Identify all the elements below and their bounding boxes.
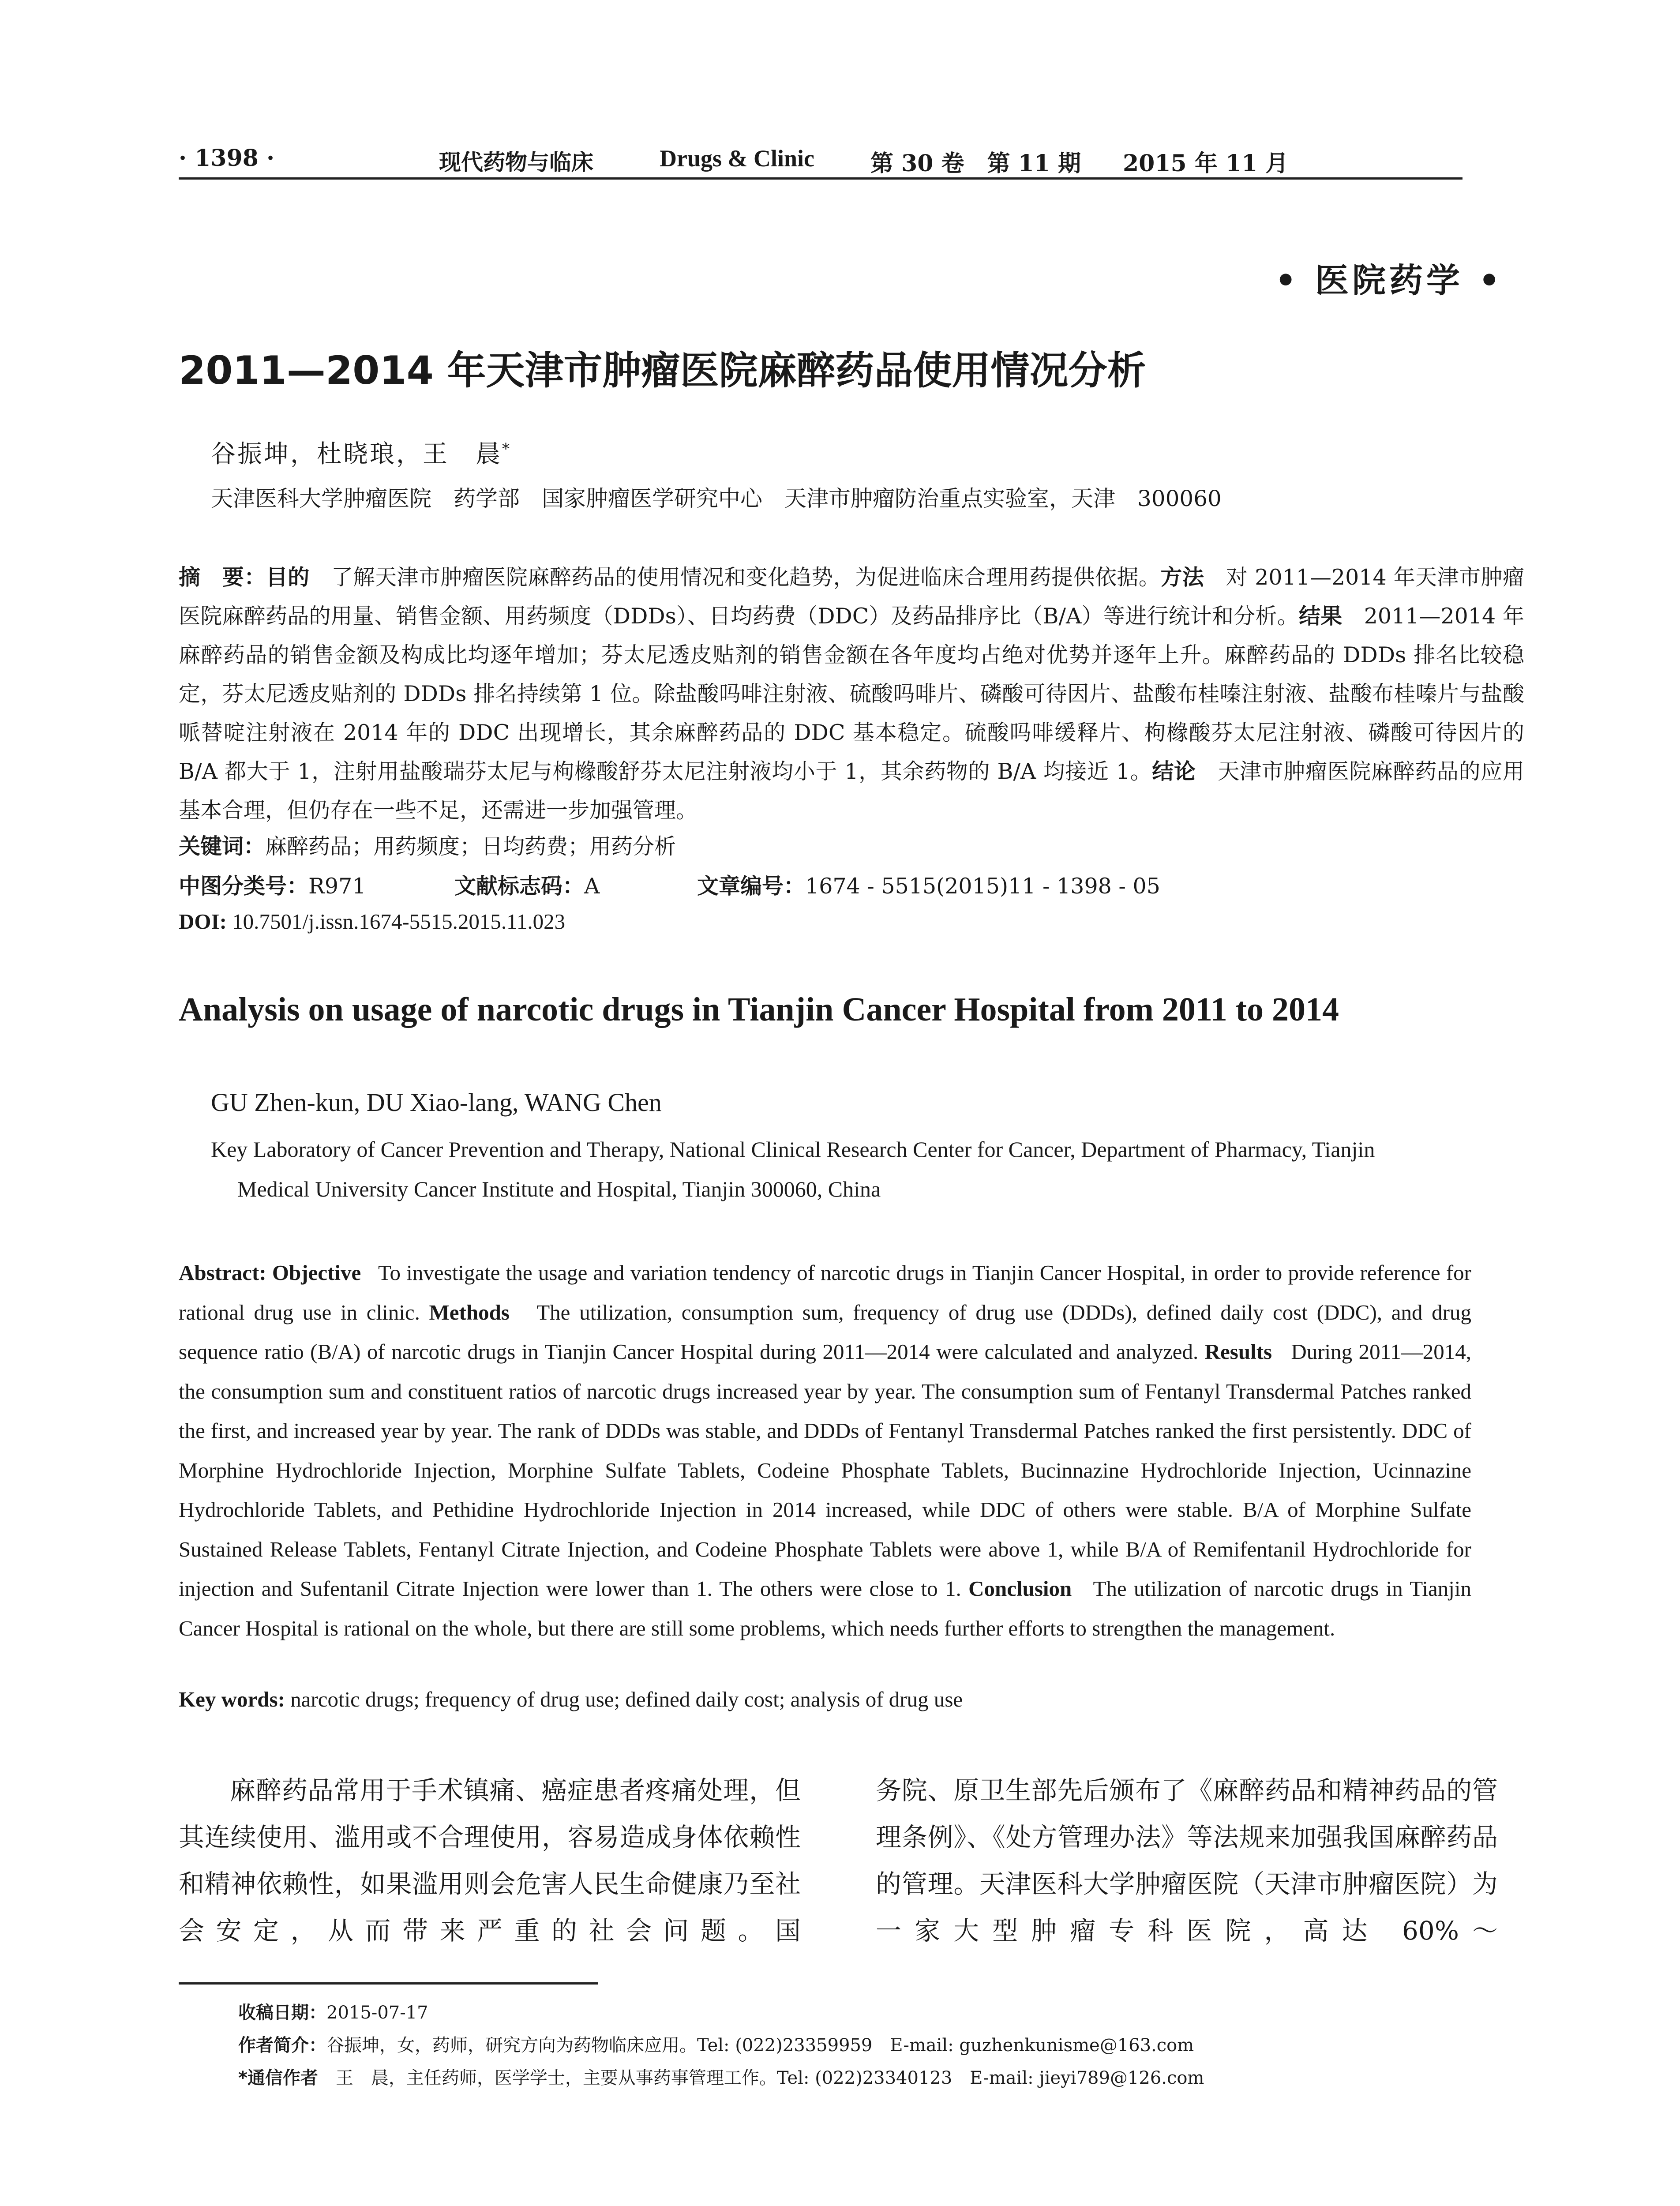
doi-link[interactable]: 10.7501/j.issn.1674-5515.2015.11.023 xyxy=(232,909,566,934)
received-date: 2015-07-17 xyxy=(326,2003,428,2023)
classification-line xyxy=(179,869,1160,900)
doi-line xyxy=(179,909,565,934)
corresponding-info: 王 晨，主任药师，医学学士，主要从事药事管理工作。Tel: (022)23340123 E-mail: jieyi789@126.com xyxy=(335,2068,1204,2088)
doc-code-label: 文献标志码： xyxy=(454,874,585,899)
body-column-right: 务院、原卫生部先后颁布了《麻醉药品和精神药品的管理条例》、《处方管理办法》等法规来加强我国麻醉药品的管理。天津医科大学肿瘤医院（天津市肿瘤医院）为一家大型肿瘤专科医院，高达 60%～ xyxy=(876,1775,1498,1946)
results-cn: 2011—2014 年麻醉药品的销售金额及构成比均逐年增加；芬太尼透皮贴剂的销售金额在各年度均占绝对优势并逐年上升。麻醉药品的 DDDs 排名比较稳定，芬太尼透皮贴剂的 DDDs 排名持续第 1 位。除盐酸吗啡注射液、硫酸吗啡片、磷酸可待因片、盐酸布桂嗪注射液、盐酸布桂嗪片与盐酸哌替啶注射液在 2014 年的 DDC 出现增长，其余麻醉药品的 DDC 基本稳定。硫酸吗啡缓释片、枸橼酸芬太尼注射液、磷酸可待因片的 B/A 都大于 1，注射用盐酸瑞芬太尼与枸橼酸舒芬太尼注射液均小于 1，其余药物的 B/A 均接近 1。 xyxy=(179,604,1524,784)
volume-issue: 第 30 卷 第 11 期 xyxy=(870,150,1081,177)
methods-label-en: Methods xyxy=(429,1300,510,1324)
methods-en: The utilization, consumption sum, frequency of drug use (DDDs), defined daily cost (DDC), and drug sequence ratio (B/A) of narcotic drugs in Tianjin Cancer Hospital during 2011—2014 were calculated and analyzed. xyxy=(179,1300,1471,1364)
authors-en: GU Zhen-kun, DU Xiao-lang, WANG Chen xyxy=(211,1088,662,1117)
keywords-en xyxy=(179,1687,963,1712)
keywords-label-cn: 关键词： xyxy=(179,834,266,859)
author-info: 谷振坤，女，药师，研究方向为药物临床应用。Tel: (022)23359959 E-mail: guzhenkunisme@163.com xyxy=(326,2035,1194,2056)
methods-cn: 对 2011—2014 年天津市肿瘤医院麻醉药品的用量、销售金额、用药频度（DDDs）、日均药费（DDC）及药品排序比（B/A）等进行统计和分析。 xyxy=(179,565,1524,629)
methods-label-cn: 方法 xyxy=(1160,565,1204,590)
affiliation-en-line2: Medical University Cancer Institute and Hospital, Tianjin 300060, China xyxy=(237,1177,881,1201)
running-head xyxy=(179,140,1462,177)
results-en: During 2011—2014, the consumption sum and constituent ratios of narcotic drugs increased year by year. The consumption sum of Fentanyl Transdermal Patches ranked the first, and increased year by year. The rank of DDDs was stable, and DDDs of Fentanyl Transdermal Patches ranked the first persistently. DDC of Morphine Hydrochloride Injection, Morphine Sulfate Tablets, Codeine Phosphate Tablets, Bucinnazine Hydrochloride Injection, Ucinnazine Hydrochloride Tablets, and Pethidine Hydrochloride Injection in 2014 increased, while DDC of others were stable. B/A of Morphine Sulfate Sustained Release Tablets, Fentanyl Citrate Injection, and Codeine Phosphate Tablets were above 1, while B/A of Remifentanil Hydrochloride for injection and Sufentanil Citrate Injection were lower than 1. The others were close to 1. xyxy=(179,1339,1472,1601)
footnote-corresponding xyxy=(238,2064,1204,2089)
objective-en: To investigate the usage and variation tendency of narcotic drugs in Tianjin Cancer Hospital, in order to provide reference for rational drug use in clinic. xyxy=(179,1261,1471,1324)
conclusion-label-cn: 结论 xyxy=(1152,759,1196,784)
abstract-en xyxy=(179,1253,1471,1648)
conclusion-en: The utilization of narcotic drugs in Tianjin Cancer Hospital is rational on the whole, but there are still some problems, which needs further efforts to strengthen the management. xyxy=(179,1576,1471,1640)
doc-code: A xyxy=(584,874,600,899)
footnote-author xyxy=(238,2031,1194,2056)
received-label: 收稿日期： xyxy=(238,2003,326,2023)
body-column-left: 麻醉药品常用于手术镇痛、癌症患者疼痛处理，但其连续使用、滥用或不合理使用，容易造成身体依赖性和精神依赖性，如果滥用则会危害人民生命健康乃至社会安定，从而带来严重的社会问题。国 xyxy=(179,1775,801,1946)
corresponding-mark: * xyxy=(502,440,511,458)
results-label-cn: 结果 xyxy=(1299,604,1342,629)
abstract-label-en: Abstract: xyxy=(179,1261,266,1285)
affiliation-cn: 天津医科大学肿瘤医院 药学部 国家肿瘤医学研究中心 天津市肿瘤防治重点实验室，天津 300060 xyxy=(211,486,1222,511)
page-title-en: Analysis on usage of narcotic drugs in Tianjin Cancer Hospital from 2011 to 2014 xyxy=(179,991,1339,1028)
journal-name-cn: 现代药物与临床 xyxy=(439,149,593,175)
keywords-text-en: narcotic drugs; frequency of drug use; defined daily cost; analysis of drug use xyxy=(290,1687,963,1711)
conclusion-cn: 天津市肿瘤医院麻醉药品的应用基本合理，但仍存在一些不足，还需进一步加强管理。 xyxy=(179,759,1524,823)
results-label-en: Results xyxy=(1204,1339,1272,1364)
footnote-rule xyxy=(179,1982,598,1985)
article-no: 1674 - 5515(2015)11 - 1398 - 05 xyxy=(805,874,1160,899)
page-title-cn: 2011—2014 年天津市肿瘤医院麻醉药品使用情况分析 xyxy=(179,348,1146,393)
affiliation-en xyxy=(211,1129,1517,1209)
keywords-text-cn: 麻醉药品；用药频度；日均药费；用药分析 xyxy=(265,834,676,859)
authors-cn xyxy=(211,435,511,470)
clc-code: R971 xyxy=(308,874,366,899)
objective-label-cn: 目的 xyxy=(266,565,310,590)
journal-name-en: Drugs & Clinic xyxy=(660,145,814,172)
issue-date: 2015 年 11 月 xyxy=(1123,150,1289,177)
keywords-label-en: Key words: xyxy=(179,1687,285,1711)
doi-label: DOI: xyxy=(179,909,227,934)
abstract-label-cn: 摘 要： xyxy=(179,565,266,590)
author-label: 作者简介： xyxy=(238,2035,326,2056)
clc-label: 中图分类号： xyxy=(179,874,309,899)
affiliation-en-line1: Key Laboratory of Cancer Prevention and Therapy, National Clinical Research Center for Cancer, Department of Pharmacy, Tianjin xyxy=(211,1137,1375,1162)
objective-cn: 了解天津市肿瘤医院麻醉药品的使用情况和变化趋势，为促进临床合理用药提供依据。 xyxy=(331,565,1161,590)
page-number: · 1398 · xyxy=(179,145,275,172)
abstract-cn xyxy=(179,558,1524,830)
authors-cn-text: 谷振坤，杜晓琅，王 晨 xyxy=(211,440,502,469)
article-no-label: 文章编号： xyxy=(697,874,806,899)
footnote-received xyxy=(238,1999,428,2024)
section-label: • 医院药学 • xyxy=(1275,261,1504,300)
conclusion-label-en: Conclusion xyxy=(968,1576,1072,1601)
keywords-cn xyxy=(179,829,676,860)
objective-label-en: Objective xyxy=(272,1261,361,1285)
corresponding-label: *通信作者 xyxy=(238,2068,318,2088)
header-rule xyxy=(179,177,1462,180)
